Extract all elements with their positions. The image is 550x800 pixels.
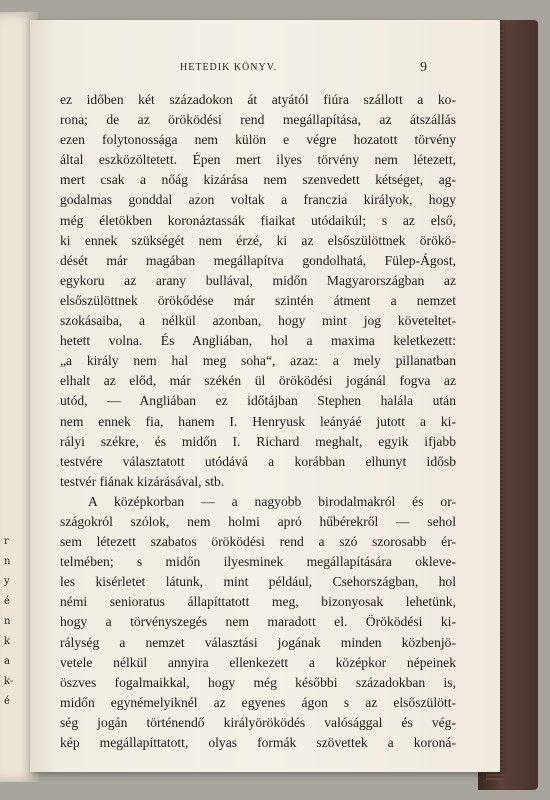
text-line: kép megállapíttatott, olyas formák szövettek a koroná- [60, 735, 456, 750]
margin-letter: n [4, 616, 11, 627]
margin-letter: a [4, 656, 10, 667]
text-line: A középkorban — a nagyobb birodalmakról és or- [88, 493, 456, 509]
text-line: ezen folytonossága nem külön e végre hozatott törvény [60, 132, 456, 148]
text-line: rályi székre, és midőn I. Richard meghalt, egyik ifjabb [60, 433, 456, 449]
text-line: szokásaiba, a nélkül azonban, hogy mint jog követeltet- [60, 313, 456, 329]
text-line: testvére választatott utódává a korábban elhunyt idősb [60, 453, 456, 469]
text-line: mert csak a nőág kizárása nem szenvedett kétséget, ag- [60, 172, 456, 188]
text-line: szágokról szólok, nem holmi apró hűbérekről — sehol [60, 513, 456, 529]
text-line: testvér fiának kizárásával, stb. [60, 473, 225, 489]
margin-letter: é [4, 696, 10, 707]
margin-letter: r [4, 536, 9, 547]
margin-letter: y [4, 576, 10, 587]
text-line: egykoru az arany bullával, midőn Magyarországban az [60, 272, 456, 288]
text-line: öszves fogalmaikkal, hogy még későbbi századokban is, [60, 674, 456, 690]
running-head: HETEDIK KÖNYV. [180, 62, 278, 73]
text-line: vetele nélkül annyira ellenkezett a középkor népeinek [60, 654, 456, 670]
text-line: godalmas gonddal azon voltak a franczia királyok, hogy [60, 192, 456, 208]
text-line: sem létezett szabatos öröködési rend a szó szorosabb ér- [60, 534, 456, 550]
page-header [30, 60, 500, 80]
text-line: ség jogán történendő királyöröködés valósággal és vég- [60, 714, 456, 730]
text-line: rálység a nemzet választási jogának minden közbenjö- [60, 634, 456, 650]
text-line: ez időben két századokon át atyától fiúra szállott a ko- [60, 92, 456, 107]
text-line: még életökben koronáztassák fiaikat utódaikúl; s az első, [60, 212, 456, 228]
text-line: dését már magában megállapítva gondolhatá, Fülep-Ágost, [60, 252, 456, 268]
margin-letter: k- [4, 676, 14, 687]
text-line: hogy a törvényszegés nem maradott el. Öröködési ki- [60, 614, 456, 630]
margin-letter: é [4, 596, 10, 607]
text-line: midőn egynémelyiknél az egyenes ágon s az elsőszülött- [60, 694, 456, 710]
text-line: utód, — Angliában ez időtájban Stephen halála után [60, 393, 456, 409]
text-line: telmében; s midőn ilyesminek megállapítására okleve- [60, 554, 456, 570]
text-line: nem ennek fia, hanem I. Henryusk leányáé jutott a ki- [60, 413, 456, 429]
text-line: les kisérletet látunk, mint például, Csehországban, hol [60, 574, 456, 590]
text-line: elsőszülöttnek örökődése már szintén átment a nemzet [60, 292, 456, 308]
text-line: hetett volna. És Angliában, hol a maxima keletkezett: [60, 333, 456, 349]
text-line: „a király nem hal meg soha“, azaz: a mely pillanatban [60, 353, 456, 369]
text-line: elhalt az előd, már székén ül öröködési jogánál fogva az [60, 373, 456, 389]
text-line: által eszközöltetett. Épen mert ilyes törvény nem létezett, [60, 152, 456, 168]
left-page-margin-letters [4, 532, 24, 712]
text-line: némi senioratus állapíttatott meg, bizonyosak lehetünk, [60, 594, 456, 610]
margin-letter: n [4, 556, 11, 567]
margin-letter: k [4, 636, 11, 647]
text-line: rona; de az öröködési rend megállapítása, az átszállás [60, 112, 456, 128]
book-page [30, 20, 500, 772]
text-line: ki ennek szükségét nem érzé, ki az elsőszülöttnek örökö- [60, 232, 456, 248]
page-number: 9 [420, 60, 427, 75]
body-text [60, 90, 456, 753]
